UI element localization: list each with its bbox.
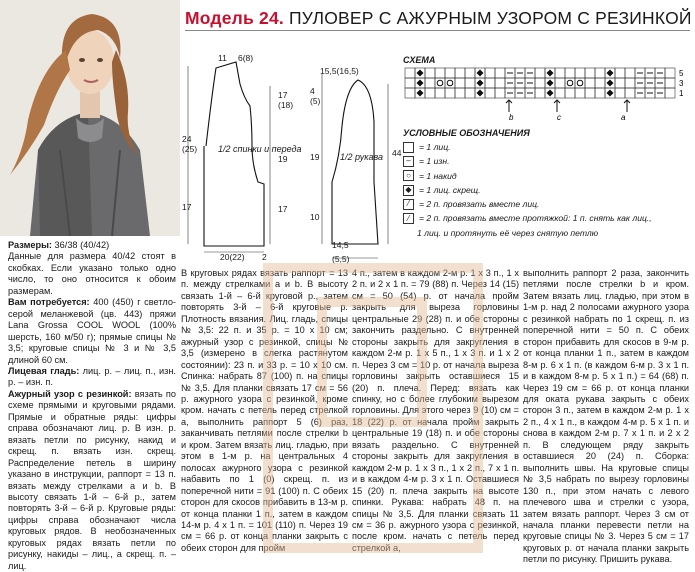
chart-cell bbox=[565, 68, 575, 78]
arrow-c bbox=[554, 100, 560, 112]
chart-cell bbox=[615, 68, 625, 78]
twisted-stitch-mark bbox=[547, 90, 554, 97]
chart-cell bbox=[425, 88, 435, 98]
legend-item: ⁄ = 2 п. провязать вместе лиц. bbox=[403, 197, 652, 211]
ssk-symbol: ⁄ bbox=[403, 213, 414, 224]
k2tog-symbol: ⁄ bbox=[403, 199, 414, 210]
paragraph: Ажурный узор с резинкой: вязать по схеме прямыми и круговыми рядами. Прямые и обратные ряды: цифры справа обозначают лиц. р. В изн. р. вязать петли по рисунку, накид и скрещ. п. вязать изн. скрещ. Распределение петель в ширину указано в инструкции, раппорт = 13 п. вязать между стрелками a и b. В высоту связать 1-й – 6-й р., затем повторять 3-й – 6-й р. Круговые ряды: цифры справа обозначают числа круговых рядов. В необозначенных круговых рядах вязать петли по рисунку, накиды – лиц., а скрещ. п. – лиц. bbox=[8, 388, 176, 571]
chart-cell bbox=[665, 88, 675, 98]
twisted-stitch-mark bbox=[477, 80, 484, 87]
column-1 bbox=[8, 240, 176, 572]
row-label-1: 1 bbox=[679, 89, 684, 98]
schema-title: СХЕМА bbox=[403, 55, 436, 65]
chart-cell bbox=[555, 88, 565, 98]
chart-cell bbox=[405, 78, 415, 88]
twisted-stitch-mark bbox=[607, 90, 614, 97]
chart-cell bbox=[495, 88, 505, 98]
legend-item: – = 1 изн. bbox=[403, 154, 652, 168]
twisted-stitch-mark bbox=[477, 70, 484, 77]
chart-cell bbox=[555, 78, 565, 88]
page-title bbox=[185, 8, 692, 29]
twisted-stitch-mark bbox=[477, 90, 484, 97]
sleeve-pattern bbox=[332, 80, 378, 244]
chart-cell bbox=[565, 78, 575, 88]
legend-title: УСЛОВНЫЕ ОБОЗНАЧЕНИЯ bbox=[403, 128, 530, 138]
chart-cell bbox=[625, 78, 635, 88]
twisted-knit-symbol: ◆ bbox=[403, 185, 414, 196]
legend-item: = 1 лиц. bbox=[403, 140, 652, 154]
chart-cell bbox=[455, 78, 465, 88]
dim-edge: 2 bbox=[262, 252, 267, 262]
sleeve-label: 1/2 рукава bbox=[340, 152, 383, 162]
dim-band: 17 bbox=[182, 202, 192, 212]
row-label-3: 3 bbox=[679, 79, 684, 88]
dim-sleeve-band: 10 bbox=[310, 212, 320, 222]
chart-cell bbox=[445, 68, 455, 78]
model-photo bbox=[0, 0, 180, 236]
chart-cell bbox=[575, 68, 585, 78]
legend-item: ○ = 1 накид bbox=[403, 169, 652, 183]
chart-cell bbox=[435, 68, 445, 78]
chart-cell bbox=[575, 78, 585, 88]
chart-cell bbox=[535, 78, 545, 88]
marker-a: a bbox=[621, 113, 626, 122]
chart-cell bbox=[465, 88, 475, 98]
dim-neck: 6(8) bbox=[238, 53, 254, 63]
paragraph: В круговых рядах вязать раппорт = 13 п. между стрелками a и b. В высоту связать 1-й – 6-й круговой р., затем повторять 3-й – 6-й круговые р. Плотность вязания. Лиц. гладь, спицы № 3,5: 22 п. и 35 р. = 10 х 10 см; ажурный узор с резинкой, спицы № 3,5 (измерено в слегка растянутом состоянии): 23 п. и 33 р. = 10 х 10 см. Спинка: набрать 87 (100) п. на спицы № 3,5. Для планки связать 17 см = 56 р. ажурного узора с резинкой, кроме кром. начать с петель перед стрелкой a, выполнить раппорт 5 (6) раз, заканчивать петлями после стрелки b и кром. Затем вязать лиц. гладью, при этом в 1-м р. на центральных 4 полосах ажурного узора с резинкой набавить по 1 (0) скрещ. п. из поперечной нити = 91 (100) п. С обеих сторон для скосов прибавить в 13-м р. от конца планки 1 п., затем в каждом 14-м р. 4 х 1 п. = 101 (110) п. Через 19 см = 66 р. от конца планки закрыть с обеих сторон для пройм bbox=[181, 268, 348, 553]
twisted-stitch-mark bbox=[417, 70, 424, 77]
chart-cell bbox=[485, 78, 495, 88]
column-4 bbox=[523, 268, 689, 566]
dim-height-2: (25) bbox=[182, 144, 198, 154]
chart-cell bbox=[575, 88, 585, 98]
chart-cell bbox=[615, 88, 625, 98]
chart-cell bbox=[535, 88, 545, 98]
chart-cell bbox=[665, 78, 675, 88]
chart-cell bbox=[485, 88, 495, 98]
twisted-stitch-mark bbox=[547, 80, 554, 87]
model-number: Модель 24. bbox=[185, 8, 284, 28]
knit-symbol bbox=[403, 142, 414, 153]
chart-cell bbox=[435, 78, 445, 88]
chart-cell bbox=[425, 68, 435, 78]
chart-cell bbox=[455, 68, 465, 78]
chart-cell bbox=[465, 78, 475, 88]
dim-width: 20(22) bbox=[220, 252, 245, 262]
chart-cell bbox=[485, 68, 495, 78]
paragraph: Размеры: 36/38 (40/42) bbox=[8, 240, 110, 250]
chart-cell bbox=[435, 88, 445, 98]
dim-side: 19 bbox=[278, 154, 288, 164]
chart-cell bbox=[445, 78, 455, 88]
chart-cell bbox=[615, 78, 625, 88]
twisted-stitch-mark bbox=[607, 70, 614, 77]
arrow-b bbox=[506, 100, 512, 112]
yarn-over-mark bbox=[437, 80, 443, 86]
back-label: 1/2 спинки и переда bbox=[218, 144, 302, 154]
chart-cell bbox=[625, 68, 635, 78]
pattern-diagram bbox=[182, 34, 400, 266]
dim-sleeve-mid: 19 bbox=[310, 152, 320, 162]
chart-cell bbox=[665, 68, 675, 78]
dim-sleeve-cap-1: 4 bbox=[310, 86, 315, 96]
paragraph: выполнить раппорт 2 раза, закончить петлями после стрелки b и кром. Затем вязать лиц. гладью, при этом в 1-м р. над 2 полосами ажурного узора с резинкой набрать по 1 скрещ. п. из поперечной нити = 50 п. С обеих сторон прибавить для скосов в 9-м р. от конца планки 1 п., затем в каждом 8-м р. 6 х 1 п. (в каждом 6-м р. 3 х 1 п. и в каждом 8-м р. 5 х 1 п.) = 64 (68) п. Через 19 см = 66 р. от конца планки для оката рукава закрыть с обеих сторон 3 п., затем в каждом 2-м р. 1 х 2 п., 4 х 1 п., в каждом 4-м р. 5 х 1 п. и снова в каждом 2-м р. 7 х 1 п. и 2 х 2 п. В следующем ряду закрыть оставшиеся 20 (24) п. Сборка: выполнить швы. На круговые спицы № 3,5 набрать по вырезу горловины 130 п., при этом начать с левого плечевого шва и стрелки c узора, затем вязать раппорт. Через 3 см от начала планки перевести петли на круговые спицы № 3. Через 5 см = 17 круговых р. от начала планки закрыть петли по рисунку. Пришить рукава. bbox=[523, 268, 689, 565]
stitch-chart bbox=[403, 66, 691, 124]
chart-cell bbox=[425, 78, 435, 88]
twisted-stitch-mark bbox=[417, 80, 424, 87]
yarn-over-mark bbox=[447, 80, 453, 86]
paragraph: Лицевая гладь: лиц. р. – лиц. п., изн. р. – изн. п. bbox=[8, 365, 176, 388]
chart-cell bbox=[595, 78, 605, 88]
dim-sleeve-length: 44 bbox=[392, 148, 402, 158]
chart-cell bbox=[585, 78, 595, 88]
chart-cell bbox=[405, 88, 415, 98]
chart-cell bbox=[625, 88, 635, 98]
chart-cell bbox=[565, 88, 575, 98]
twisted-stitch-mark bbox=[547, 70, 554, 77]
legend-item: ⁄ = 2 п. провязать вместе протяжкой: 1 п. снять как лиц., bbox=[403, 211, 652, 225]
column-2 bbox=[181, 268, 348, 554]
arrow-a bbox=[624, 100, 630, 112]
dim-sleeve-cuff-1: 14,5 bbox=[332, 240, 349, 250]
twisted-stitch-mark bbox=[417, 90, 424, 97]
chart-cell bbox=[445, 88, 455, 98]
paragraph: Вам потребуется: 400 (450) г светло-серой меланжевой (цв. 443) пряжи Lana Grossa COOL WOOL (100% шерсть, 160 м/50 г); прямые спицы № 3,5; круговые спицы № 3 и № 3,5 длиной 60 см. bbox=[8, 297, 176, 365]
dim-sleeve-cap-2: (5) bbox=[310, 96, 321, 106]
column-3 bbox=[352, 268, 519, 554]
dim-armhole-1: 17 bbox=[278, 90, 288, 100]
purl-symbol: – bbox=[403, 156, 414, 167]
chart-cell bbox=[585, 68, 595, 78]
chart-cell bbox=[495, 68, 505, 78]
chart-cell bbox=[465, 68, 475, 78]
marker-c: c bbox=[557, 113, 561, 122]
dim-shoulder: 11 bbox=[218, 53, 227, 63]
chart-cell bbox=[405, 68, 415, 78]
chart-cell bbox=[595, 88, 605, 98]
dim-sleeve-top: 15,5(16,5) bbox=[320, 66, 359, 76]
paragraph: 4 п., затем в каждом 2-м р. 1 х 3 п., 1 х 2 п. и 2 х 1 п. = 79 (88) п. Через 14 (15) см = 50 (54) р. от начала пройм закрыть для выреза горловины центральные 29 (28) п. и обе стороны закончить раздельно. С внутренней стороны закрыть для закругления в каждом 2-м р. 1 х 5 п., 1 х 3 п. и 1 х 2 п. Через 3 см = 10 р. от начала выреза горловины закрыть оставшиеся 15 (20) п. плеча. Перед: вязать как спинку, но с более глубоким вырезом горловины. Для этого через 9 (10) см = 18 (22) р. от начала пройм закрыть центральные 19 (18) п. и обе стороны вязать раздельно. С внутренней стороны закрыть для закругления в каждом 2-м р. 1 х 3 п., 1 х 2 п., 7 х 1 п. и в каждом 4-м р. 3 х 1 п. Оставшиеся 15 (20) п. плеча закрыть на высоте спинки. Рукава: набрать 48 п. на спицы № 3,5. Для планки связать 11 см = 36 р. ажурного узора с резинкой, после кром. начать с петель перед стрелкой a, bbox=[352, 268, 519, 553]
legend bbox=[403, 140, 652, 240]
row-label-5: 5 bbox=[679, 69, 684, 78]
dim-armhole-2: (18) bbox=[278, 100, 294, 110]
chart-cell bbox=[495, 78, 505, 88]
chart-cell bbox=[595, 68, 605, 78]
legend-item: ◆ = 1 лиц. скрещ. bbox=[403, 183, 652, 197]
chart-cell bbox=[555, 68, 565, 78]
chart-cell bbox=[535, 68, 545, 78]
chart-cell bbox=[455, 88, 465, 98]
dim-height-1: 24 bbox=[182, 134, 192, 144]
model-photo-illustration bbox=[0, 0, 180, 236]
twisted-stitch-mark bbox=[607, 80, 614, 87]
title-divider bbox=[185, 30, 690, 31]
title-text: ПУЛОВЕР С АЖУРНЫМ УЗОРОМ С РЕЗИНКОЙ bbox=[283, 8, 692, 28]
paragraph: Данные для размера 40/42 стоят в скобках. Если указано только одно число, то оно относится к обоим размерам. bbox=[8, 251, 176, 296]
marker-b: b bbox=[509, 113, 514, 122]
yarn-over-mark bbox=[577, 80, 583, 86]
chart-cell bbox=[585, 88, 595, 98]
body-pattern bbox=[204, 62, 264, 246]
dim-sleeve-cuff-2: (5,5) bbox=[332, 254, 350, 264]
yarn-over-symbol: ○ bbox=[403, 170, 414, 181]
yarn-over-mark bbox=[567, 80, 573, 86]
dim-band-right: 17 bbox=[278, 204, 288, 214]
legend-item: 1 лиц. и протянуть её через снятую петлю bbox=[417, 227, 599, 238]
